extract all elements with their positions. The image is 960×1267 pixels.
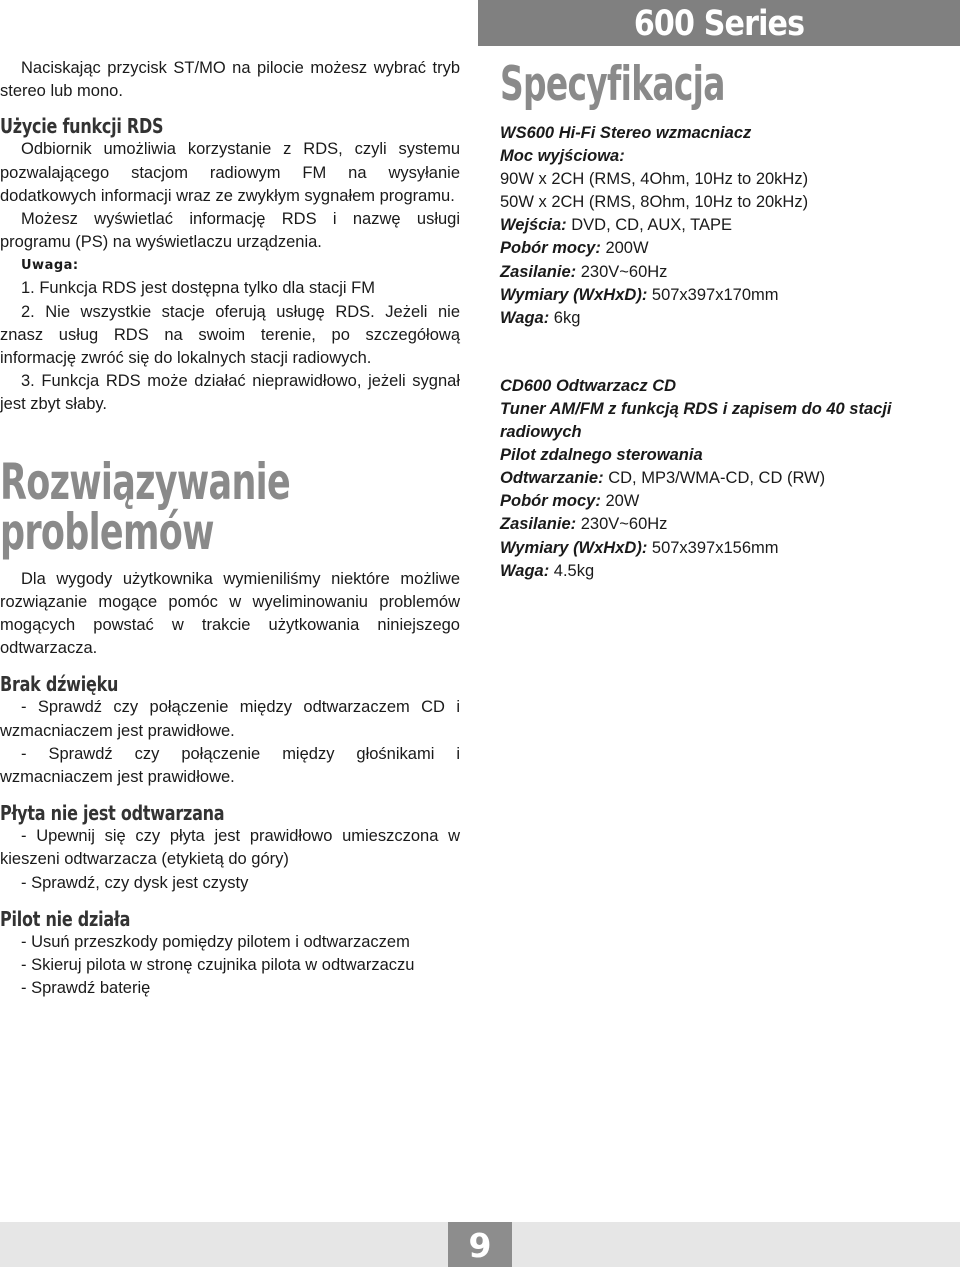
no-disc-item-2: - Sprawdź, czy dysk jest czysty (21, 873, 249, 892)
spec-title: Specyfikacja (500, 57, 725, 112)
cd-playback-label: Odtwarzanie: (500, 469, 604, 488)
note-item-3: 3. Funkcja RDS może działać nieprawidłowo, jeżeli sygnał jest zbyt słaby. (0, 372, 460, 414)
note-label: Uwaga: (21, 258, 79, 274)
amp-weight-label: Waga: (500, 308, 550, 327)
cd-supply-value: 230V~60Hz (580, 515, 668, 534)
amp-inputs-row (500, 214, 955, 237)
cd-remote: Pilot zdalnego sterowania (500, 446, 703, 465)
rds-paragraph-2: Możesz wyświetlać informację RDS i nazwę usługi programu (PS) na wyświetlaczu urządzenia. (0, 210, 460, 252)
amp-supply-row (500, 261, 955, 284)
remote-item-1: - Usuń przeszkody pomiędzy pilotem i odtwarzaczem (21, 932, 410, 951)
amp-inputs-label: Wejścia: (500, 216, 567, 235)
troubleshooting-title-line2: problemów (0, 502, 214, 561)
amp-consumption-row (500, 237, 955, 260)
troubleshooting-intro: Dla wygody użytkownika wymieniliśmy niektóre możliwe rozwiązanie mogące pomóc w wyeliminowaniu problemów mogących powstać w trakcie użytkowania niniejszego odtwarzacza. (0, 569, 460, 658)
no-disc-heading: Płyta nie jest odtwarzana (0, 801, 225, 826)
note-item-1: 1. Funkcja RDS jest dostępna tylko dla stacji FM (21, 279, 375, 298)
cd-playback-row (500, 467, 955, 490)
amp-supply-label: Zasilanie: (500, 262, 577, 281)
page-number-box (448, 1222, 512, 1267)
cd-playback-value: CD, MP3/WMA-CD, CD (RW) (608, 469, 826, 488)
left-column (0, 57, 460, 1000)
series-header-bar (478, 0, 960, 46)
amp-supply-value: 230V~60Hz (580, 262, 668, 281)
cd-dims-row (500, 537, 955, 560)
page-number: 9 (468, 1226, 492, 1265)
amp-dims-label: Wymiary (WxHxD): (500, 285, 648, 304)
note-item-2: 2. Nie wszystkie stacje oferują usługę RDS. Jeżeli nie znasz usług RDS na swoim terenie, po szczegółową informację zwróć się do lokalnych stacji radiowych. (0, 302, 460, 368)
cd-supply-row (500, 513, 955, 536)
right-column (500, 57, 955, 583)
remote-heading: Pilot nie działa (0, 906, 131, 931)
rds-heading: Użycie funkcji RDS (0, 114, 164, 139)
amp-inputs-value: DVD, CD, AUX, TAPE (571, 216, 733, 235)
no-sound-heading: Brak dźwięku (0, 672, 119, 697)
rds-paragraph-1: Odbiornik umożliwia korzystanie z RDS, czyli systemu pozwalającego stacjom radiowym FM na wysyłanie dodatkowych informacji wraz ze zwykłym sygnałem programu. (0, 140, 460, 205)
cd-consumption-row (500, 490, 955, 513)
cd-dims-value: 507x397x156mm (651, 538, 779, 557)
no-sound-item-2: - Sprawdź czy połączenie między głośnikami i wzmacniaczem jest prawidłowe. (0, 744, 460, 787)
remote-item-2: - Skieruj pilota w stronę czujnika pilota w odtwarzaczu (21, 956, 415, 975)
amp-weight-value: 6kg (553, 308, 581, 327)
cd-supply-label: Zasilanie: (500, 515, 577, 534)
amp-power-label: Moc wyjściowa: (500, 147, 625, 166)
series-title: 600 Series (633, 4, 805, 44)
amp-dims-row (500, 284, 955, 307)
no-sound-item-1: - Sprawdź czy połączenie między odtwarzaczem CD i wzmacniaczem jest prawidłowe. (0, 698, 460, 740)
no-disc-item-1: - Upewnij się czy płyta jest prawidłowo umieszczona w kieszeni odtwarzacza (etykietą do góry) (0, 827, 460, 869)
amp-power-1: 90W x 2CH (RMS, 4Ohm, 10Hz to 20kHz) (500, 170, 809, 189)
cd-consumption-label: Pobór mocy: (500, 492, 601, 511)
cd-consumption-value: 20W (605, 492, 640, 511)
cd-dims-label: Wymiary (WxHxD): (500, 538, 648, 557)
cd-weight-label: Waga: (500, 561, 550, 580)
amp-power-2: 50W x 2CH (RMS, 8Ohm, 10Hz to 20kHz) (500, 193, 809, 212)
amp-weight-row (500, 307, 955, 330)
troubleshooting-title-line1: Rozwiązywanie (0, 452, 291, 511)
amp-dims-value: 507x397x170mm (651, 285, 779, 304)
cd-tuner: Tuner AM/FM z funkcją RDS i zapisem do 40 stacji radiowych (500, 399, 892, 442)
cd-weight-value: 4.5kg (553, 561, 595, 580)
amp-consumption-label: Pobór mocy: (500, 239, 601, 258)
amp-consumption-value: 200W (605, 239, 649, 258)
amp-name: WS600 Hi-Fi Stereo wzmacniacz (500, 124, 752, 142)
cd-weight-row (500, 560, 955, 583)
intro-paragraph: Naciskając przycisk ST/MO na pilocie możesz wybrać tryb stereo lub mono. (0, 59, 460, 101)
cd-name: CD600 Odtwarzacz CD (500, 376, 677, 395)
remote-item-3: - Sprawdź baterię (21, 979, 151, 998)
